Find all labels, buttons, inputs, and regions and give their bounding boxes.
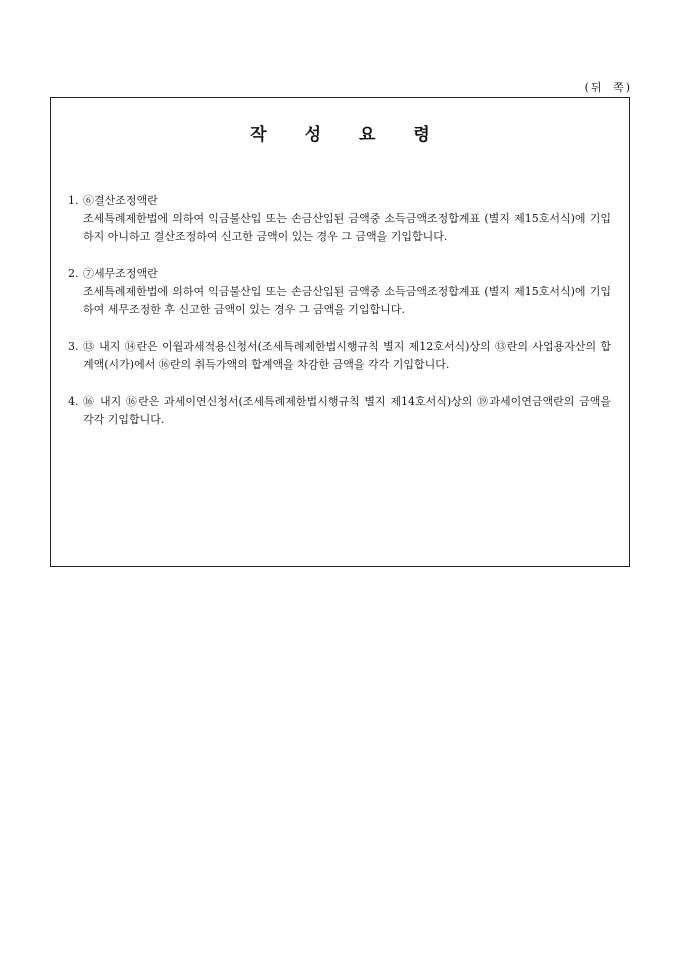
instruction-number: 1. [68,194,79,207]
instructions-box [50,97,630,567]
instruction-item-3 [68,338,611,374]
instruction-number: 2. [68,267,79,280]
instruction-item-1 [68,192,611,246]
instruction-item-2 [68,265,611,319]
instruction-item-4 [68,393,611,429]
instruction-heading: ⑥결산조정액란 [83,194,158,207]
instruction-heading: ⑦세무조정액란 [83,267,158,280]
instruction-list [68,192,611,448]
form-title: 작성요령 [250,125,468,145]
instruction-number: 4. [68,395,79,408]
instruction-text: ⑯ 내지 ⑯란은 과세이연신청서(조세특례제한법시행규칙 별지 제14호서식)상의 ⑲과세이연금액란의 금액을 각각 기입합니다. [83,395,611,426]
page-side-label: (뒤 쪽) [584,81,632,94]
instruction-body: 조세특례제한법에 의하여 익금불산입 또는 손금산입된 금액중 소득금액조정합계표 (별지 제15호서식)에 기입하지 아니하고 결산조정하여 신고한 금액이 있는 경우 그 금액을 기입합니다. [83,212,611,243]
instruction-body: 조세특례제한법에 의하여 익금불산입 또는 손금산입된 금액중 소득금액조정합계표 (별지 제15호서식)에 기입하여 세무조정한 후 신고한 금액이 있는 경우 그 금액을 기입합니다. [83,285,611,316]
instruction-number: 3. [68,340,79,353]
instruction-text: ⑬ 내지 ⑭란은 이월과세적용신청서(조세특례제한법시행규칙 별지 제12호서식)상의 ⑬란의 사업용자산의 합계액(시가)에서 ⑯란의 취득가액의 합계액을 차감한 금액을 각각 기입합니다. [83,340,611,371]
